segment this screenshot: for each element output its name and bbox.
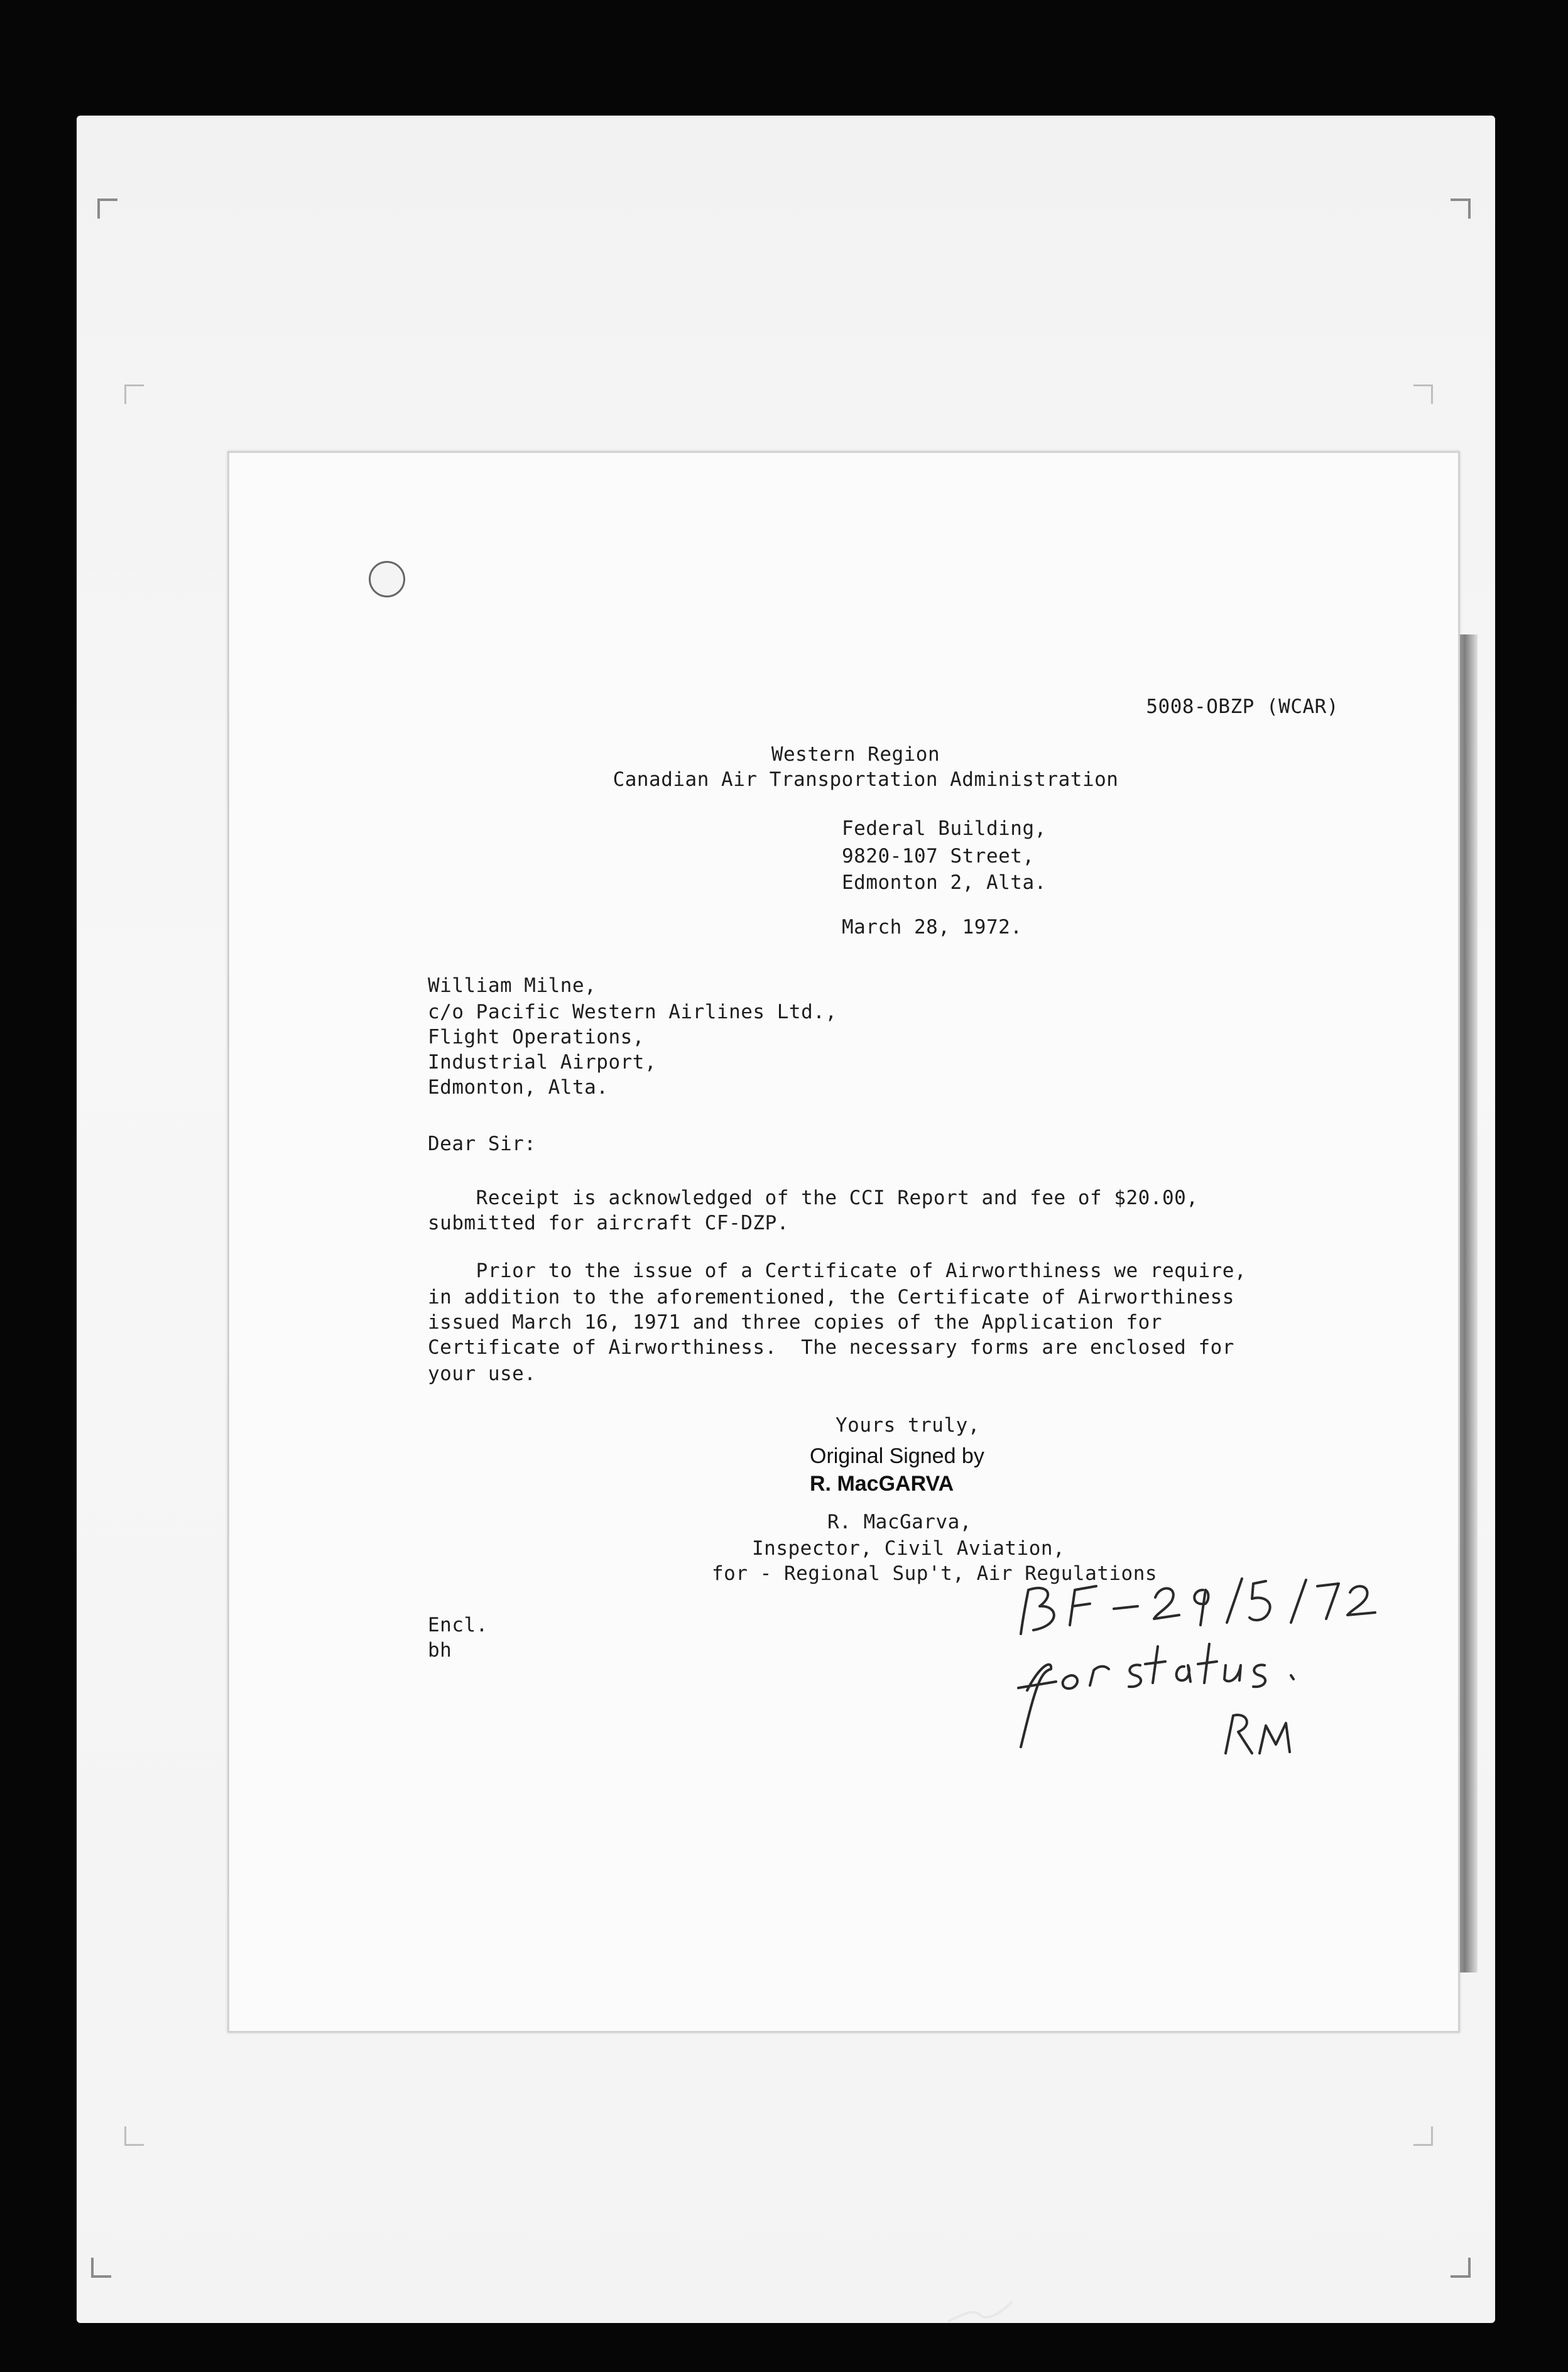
recipient-line: c/o Pacific Western Airlines Ltd., xyxy=(428,1001,837,1023)
corner-mark-bottom-left xyxy=(91,2258,111,2278)
corner-mark-top-right xyxy=(1451,199,1471,219)
closing: Yours truly, xyxy=(836,1414,980,1437)
body-line: Certificate of Airworthiness. The necessary forms are enclosed for xyxy=(428,1336,1234,1359)
file-reference: 5008-OBZP (WCAR) xyxy=(1146,695,1339,718)
signature-stamp-name: R. MacGARVA xyxy=(810,1472,954,1496)
corner-mark-top-left xyxy=(97,199,117,219)
inner-corner-mark xyxy=(124,2126,144,2146)
body-line: Receipt is acknowledged of the CCI Report and fee of $20.00, xyxy=(428,1187,1199,1209)
signature-stamp-line: Original Signed by xyxy=(810,1444,984,1468)
body-line: submitted for aircraft CF-DZP. xyxy=(428,1212,789,1234)
salutation: Dear Sir: xyxy=(428,1133,536,1155)
corner-mark-bottom-right xyxy=(1451,2258,1471,2278)
body-line: issued March 16, 1971 and three copies of the Application for xyxy=(428,1311,1162,1334)
handwritten-note-text xyxy=(1172,1935,1182,1936)
signer-on-behalf: for - Regional Sup't, Air Regulations xyxy=(712,1562,1158,1585)
bottom-margin-mark xyxy=(942,2296,1030,2334)
typist-initials: bh xyxy=(428,1639,452,1662)
signer-name: R. MacGarva, xyxy=(827,1511,972,1533)
inner-corner-mark xyxy=(1413,384,1433,404)
letter-date: March 28, 1972. xyxy=(842,916,1023,938)
body-line: your use. xyxy=(428,1363,536,1385)
recipient-line: William Milne, xyxy=(428,974,597,997)
handwritten-note xyxy=(996,1565,1385,1772)
letter-page xyxy=(227,451,1460,2033)
header-region: Western Region xyxy=(771,743,940,766)
inner-corner-mark xyxy=(1413,2126,1433,2146)
sender-address-line: 9820-107 Street, xyxy=(842,845,1035,868)
recipient-line: Flight Operations, xyxy=(428,1026,645,1048)
header-organization: Canadian Air Transportation Administration xyxy=(612,768,1119,791)
body-line: in addition to the aforementioned, the Certificate of Airworthiness xyxy=(428,1286,1234,1308)
signer-title: Inspector, Civil Aviation, xyxy=(752,1537,1065,1560)
enclosure-note: Encl. xyxy=(428,1614,488,1636)
inner-corner-mark xyxy=(124,384,144,404)
recipient-line: Industrial Airport, xyxy=(428,1051,657,1074)
recipient-line: Edmonton, Alta. xyxy=(428,1076,609,1099)
body-line: Prior to the issue of a Certificate of Airworthiness we require, xyxy=(428,1259,1247,1282)
punch-hole xyxy=(369,561,405,597)
sender-address-line: Federal Building, xyxy=(842,817,1047,840)
sender-address-line: Edmonton 2, Alta. xyxy=(842,871,1047,894)
